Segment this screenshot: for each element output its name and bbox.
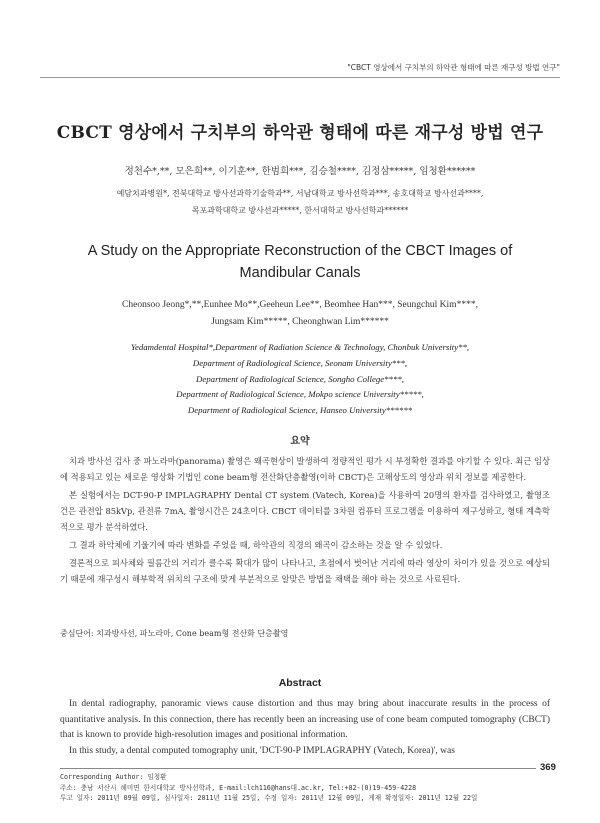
- abstract-korean-paragraph: 결론적으로 피사체와 필름간의 거리가 클수록 확대가 많이 나타나고, 초점에서 벗어난 거리에 따라 영상이 차이가 있을 것으로 예상되기 때문에 재구성시 해부학적 위치의 구조에 맞게 부분적으로 알맞은 방법을 채택을 해야 하는 것으로 사료된다.: [60, 558, 550, 584]
- title-english: [40, 240, 560, 284]
- abstract-korean-heading: 요약: [290, 436, 310, 447]
- title-english-line: Mandibular Canals: [239, 265, 361, 281]
- authors-english-line: Jungsam Kim*****, Cheonghwan Lim******: [211, 317, 389, 327]
- abstract-korean-paragraph: 치과 방사선 검사 중 파노라마(panorama) 촬영은 왜곡현상이 발생하여 정량적인 평가 시 부정확한 결과를 야기할 수 있다. 최근 임상에 적용되고 있는 새로운 영상화 기법인 cone beam형 전산화단층촬영(이하 CBCT)은 고해상도의 영상과 위치 정보를 제공한다.: [60, 456, 550, 482]
- abstract-english-heading: Abstract: [278, 677, 322, 689]
- abstract-korean-paragraph: 본 실험에서는 DCT-90-P IMPLAGRAPHY Dental CT system (Vatech, Korea)을 사용하여 20명의 환자를 검사하였고, 촬영조건은 관전압 85kVp, 관전류 7mA, 촬영시간은 24초이다. CBCT 데이터를 3차원 컴퓨터 프로그램을 이용하여 재구성하고, 형태 계측학적으로 평가 분석하였다.: [60, 490, 550, 532]
- footnote-block: [60, 772, 540, 804]
- footer-divider: [60, 768, 536, 769]
- footnote-line: Corresponding Author: 임청환: [60, 773, 167, 781]
- keywords-korean: 중심단어: 치과방사선, 파노라마, Cone beam형 전산화 단층촬영: [60, 629, 289, 638]
- abstract-english-paragraph: In dental radiography, panoramic views cause distortion and thus may bring about inaccurate results in the process of quantitative analysis. In this connection, there has recently been an increasing use of cone beam computed tomography (CBCT) that is known to provide high-resolution images and positional information.: [60, 699, 550, 740]
- footnote-line: 투고 일자: 2011년 09월 09일, 심사일자: 2011년 11월 25일, 수정 일자: 2011년 12월 09일, 게재 확정일자: 2011년 12월 22일: [60, 794, 478, 802]
- authors-english-line: Cheonsoo Jeong*,**,Eunhee Mo**,Geeheun Lee**, Beomhee Han***, Seungchul Kim****,: [122, 300, 478, 310]
- authors-english: [40, 297, 560, 331]
- abstract-korean-body: [60, 453, 550, 589]
- affiliations-english: [40, 340, 560, 419]
- title-korean: CBCT 영상에서 구치부의 하악관 형태에 따른 재구성 방법 연구: [56, 123, 544, 143]
- affiliation-korean-line: 예담치과병원*, 전북대학교 방사선과학기술학과**, 서남대학교 방사선학과***, 송호대학교 방사선과****,: [116, 189, 484, 198]
- running-header-text: "CBCT 영상에서 구치부의 하악관 형태에 따른 재구성 방법 연구": [347, 63, 560, 72]
- affiliation-english-line: Department of Radiological Science, Mokpo science University*****,: [176, 389, 424, 400]
- abstract-english-body: [60, 697, 550, 759]
- affiliation-english-line: Department of Radiological Science, Songho College****,: [196, 373, 404, 384]
- affiliation-korean-line: 목포과학대학교 방사선과*****, 한서대학교 방사선학과******: [191, 206, 409, 215]
- footnote-line: 주소: 충남 서산시 해미면 한서대학교 방사선학과, E-mail:lch116@hans대.ac.kr, Tel:+82-(0)19-459-4228: [60, 783, 417, 792]
- authors-korean: 정천수*,**, 모은희**, 이기훈**, 한범희***, 김승철****, 김정삼*****, 임청환******: [124, 166, 476, 177]
- title-english-line: A Study on the Appropriate Reconstruction of the CBCT Images of: [87, 243, 513, 259]
- page-number: 369: [540, 762, 556, 773]
- affiliation-english-line: Department of Radiological Science, Hanseo University******: [187, 405, 413, 416]
- abstract-korean-paragraph: 그 결과 하악체에 기울기에 따라 변화를 주었을 때, 하악관의 직경의 왜곡이 감소하는 것을 알 수 있었다.: [69, 540, 443, 550]
- running-header: [40, 62, 560, 78]
- affiliation-english-line: Department of Radiological Science, Seonam University***,: [192, 357, 408, 368]
- affiliation-english-line: Yedamdental Hospital*,Department of Radiation Science & Technology, Chonbuk University**,: [130, 342, 470, 352]
- abstract-english-paragraph: In this study, a dental computed tomography unit, 'DCT-90-P IMPLAGRAPHY (Vatech, Korea)', was: [69, 745, 455, 756]
